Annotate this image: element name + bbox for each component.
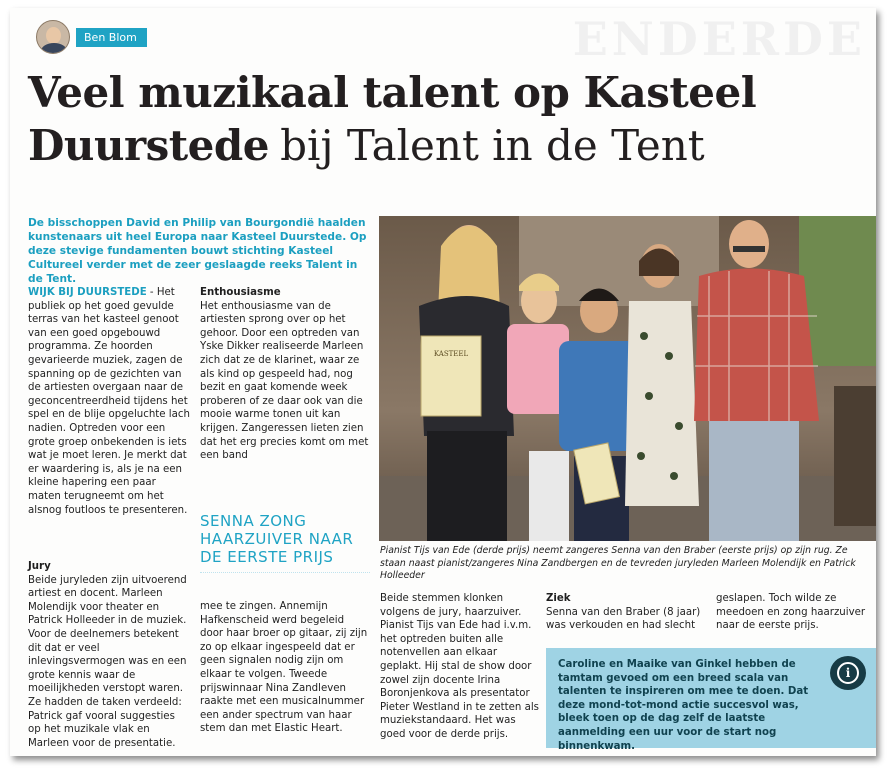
dateline: WIJK BIJ DUURSTEDE bbox=[28, 287, 147, 298]
headline bbox=[28, 68, 876, 174]
certificate-text: KASTEEL bbox=[433, 350, 469, 358]
column-4 bbox=[546, 592, 706, 633]
info-box-text: Caroline en Maaike van Ginkel hebben de tamtam gevoed om een breed scala van talenten te inspireren om mee te doen. Dat deze mond-tot-mond actie succesvol was, bleek toen op de dag zelf de laatste aanmelding een uur voor de start nog binnenkwam. bbox=[558, 659, 809, 752]
column-1 bbox=[28, 286, 190, 517]
col3-paragraph-1: Beide stemmen klonken volgens de jury, haarzuiver. Pianist Tijs van Ede had i.v.m. het optreden buiten alle notenvellen aan elkaar geplakt. Hij stal de show door zowel zijn docente Irina Boronjenkova als presentator Pieter Westland in te zetten als muziekstandaard. Het was goed voor de derde prijs. bbox=[380, 593, 539, 740]
intro-paragraph: De bisschoppen David en Philip van Bourgondië haalden kunstenaars uit heel Europa naar Kasteel Duurstede. Op deze stevige fundamenten bouwt stichting Kasteel Cultureel verder met de zeer geslaagde reeks Talent in de Tent. bbox=[28, 217, 367, 285]
photo-caption: Pianist Tijs van Ede (derde prijs) neemt zangeres Senna van den Braber (eerste prijs) op zijn rug. Ze staan naast pianist/zangeres Nina Zandbergen en de tevreden juryleden Marleen Molendijk en Patrick Holleeder bbox=[380, 545, 856, 581]
subhead-enthousiasme: Enthousiasme bbox=[200, 287, 281, 298]
author-name: Ben Blom bbox=[76, 28, 147, 47]
col4-paragraph-1: Senna van den Braber (8 jaar) was verkouden en had slecht bbox=[546, 606, 701, 632]
column-5 bbox=[716, 592, 876, 633]
col2-paragraph-1: Het enthousiasme van de artiesten sprong over op het gehoor. Door een optreden van Yske Dikker realiseerde Marleen zich dat ze de klarinet, waar ze als kind op gespeeld had, nog bezit en gaat komende week proberen of ze daar ook van die mooie warme tonen uit kan krijgen. Zangeressen lieten zien dat het erg precies komt om met een band bbox=[200, 300, 369, 462]
info-box bbox=[546, 648, 876, 752]
col5-paragraph-1: geslapen. Toch wilde ze meedoen en zong haarzuiver naar de eerste prijs. bbox=[716, 593, 866, 632]
masthead-watermark: ENDERDE bbox=[572, 12, 866, 66]
info-icon: i bbox=[830, 656, 866, 690]
column-3 bbox=[380, 592, 540, 742]
column-1b bbox=[28, 560, 190, 750]
col1-paragraph-1 bbox=[28, 286, 190, 517]
headline-bold: Veel muzikaal talent op Kasteel Duurstede bbox=[28, 68, 757, 170]
col2-paragraph-2: mee te zingen. Annemijn Hafkenscheid werd begeleid door haar broer op gitaar, zij zijn zo op elkaar ingespeeld dat er geen signalen nodig zijn om elkaar te volgen. Tweede prijswinnaar Nina Zandleven raakte met een musicalnummer een ander spectrum van haar stem dan met Elastic Heart. bbox=[200, 601, 368, 735]
subhead-ziek: Ziek bbox=[546, 593, 571, 604]
column-2b bbox=[200, 600, 370, 736]
newspaper-clipping bbox=[10, 8, 876, 756]
col1-paragraph-1-text: - Het publiek op het goed gevulde terras van het kasteel genoot van een goed opgebouwd programma. Ze hoorden gevarieerde muziek, zagen de spanning op de gezichten van de artiesten overgaan naar de geconcentreerdheid tijdens het spel en de blije opgeluchte lach nadien. Optreden voor een grote groep onbekenden is iets wat je moet leren. Je merkt dat er waardering is, als je na een kleine hapering een paar maten terugneemt om het alsnog foutloos te presenteren. bbox=[28, 287, 190, 516]
photo-illustration bbox=[379, 216, 876, 541]
article-photo bbox=[379, 216, 876, 541]
subhead-jury: Jury bbox=[28, 561, 51, 572]
column-2 bbox=[200, 286, 370, 463]
headline-regular: bij Talent in de Tent bbox=[280, 121, 705, 170]
author-byline bbox=[36, 18, 147, 56]
author-avatar bbox=[36, 20, 70, 54]
col1-paragraph-2: Beide juryleden zijn uitvoerend artiest en docent. Marleen Molendijk voor theater en Patrick Holleeder in de muziek. Voor de deelnemers betekent dit dat er veel inlevingsvermogen was en een grote kennis waar de moeilijkheden verstopt waren. Ze hadden de taken verdeeld: Patrick gaf vooral suggesties op het muzikale vlak en Marleen voor de presentatie. bbox=[28, 574, 187, 749]
pull-quote: SENNA ZONG HAARZUIVER NAAR DE EERSTE PRIJS bbox=[200, 512, 370, 573]
